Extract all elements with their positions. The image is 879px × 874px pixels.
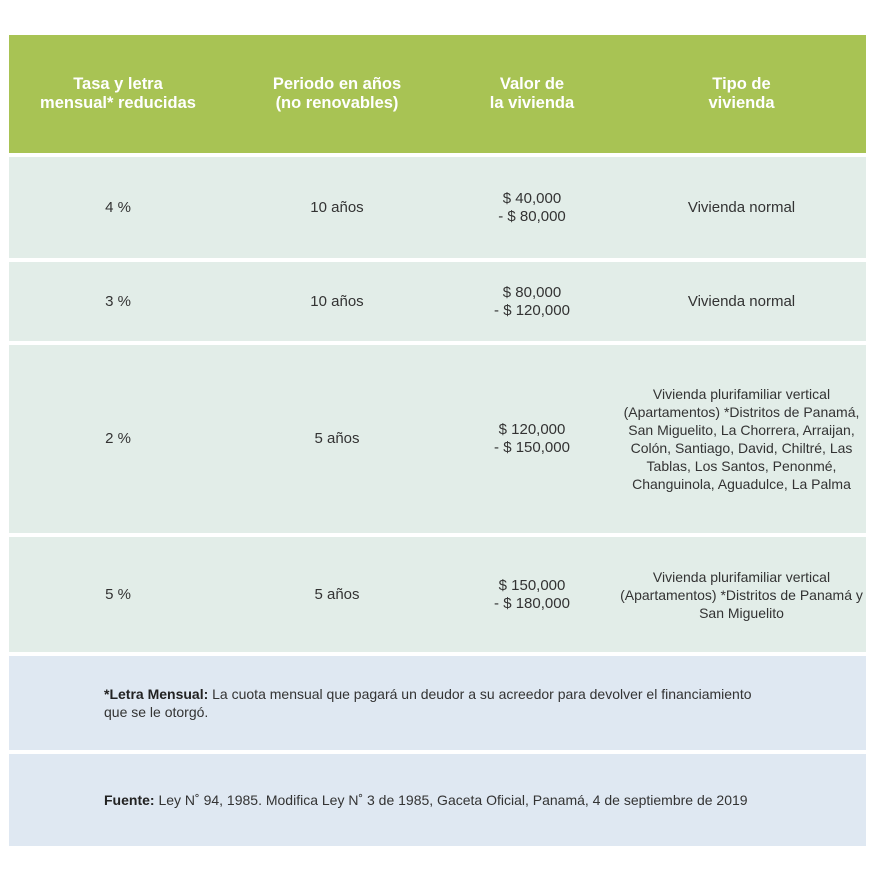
header-value: Valor de la vivienda xyxy=(489,75,575,112)
note-text: La cuota mensual que pagará un deudor a su acreedor para devolver el financiamiento que se le otorgó. xyxy=(104,686,752,720)
header-period: Periodo en años (no renovables) xyxy=(272,75,402,112)
period-cell: 5 años xyxy=(314,585,360,603)
table-row xyxy=(9,345,866,537)
source-label: Fuente: xyxy=(104,792,155,808)
note-label: *Letra Mensual: xyxy=(104,686,209,702)
rate-cell: 2 % xyxy=(105,430,131,447)
value-cell: $ 150,000 - $ 180,000 xyxy=(494,576,570,612)
value-cell: $ 120,000 - $ 150,000 xyxy=(494,421,570,456)
source-note xyxy=(9,754,866,850)
housing-rate-table xyxy=(9,35,866,850)
table-row xyxy=(9,157,866,262)
table-header xyxy=(9,35,866,157)
rate-cell: 5 % xyxy=(105,585,131,603)
table-row xyxy=(9,262,866,345)
table-row xyxy=(9,537,866,656)
monthly-payment-note xyxy=(9,656,866,754)
value-cell: $ 40,000 - $ 80,000 xyxy=(498,189,566,225)
period-cell: 10 años xyxy=(310,198,364,216)
rate-cell: 4 % xyxy=(105,198,131,216)
header-type: Tipo de vivienda xyxy=(708,75,775,112)
type-cell: Vivienda normal xyxy=(687,292,796,310)
type-cell: Vivienda plurifamiliar vertical (Apartamentos) *Distritos de Panamá y San Miguelito xyxy=(620,568,863,621)
rate-cell: 3 % xyxy=(105,292,131,310)
type-cell: Vivienda plurifamiliar vertical (Apartamentos) *Distritos de Panamá, San Miguelito, La Chorrera, Arraijan, Colón, Santiago, David, Chiltré, Las Tablas, Los Santos, Penonmé, Changuinola, Aguadulce, La Palma xyxy=(623,386,860,492)
value-cell: $ 80,000 - $ 120,000 xyxy=(494,283,570,319)
source-text: Ley N˚ 94, 1985. Modifica Ley N˚ 3 de 1985, Gaceta Oficial, Panamá, 4 de septiembre de 2019 xyxy=(154,792,748,808)
type-cell: Vivienda normal xyxy=(687,198,796,216)
period-cell: 5 años xyxy=(314,430,360,447)
header-rate: Tasa y letra mensual* reducidas xyxy=(40,75,196,112)
period-cell: 10 años xyxy=(310,292,364,310)
